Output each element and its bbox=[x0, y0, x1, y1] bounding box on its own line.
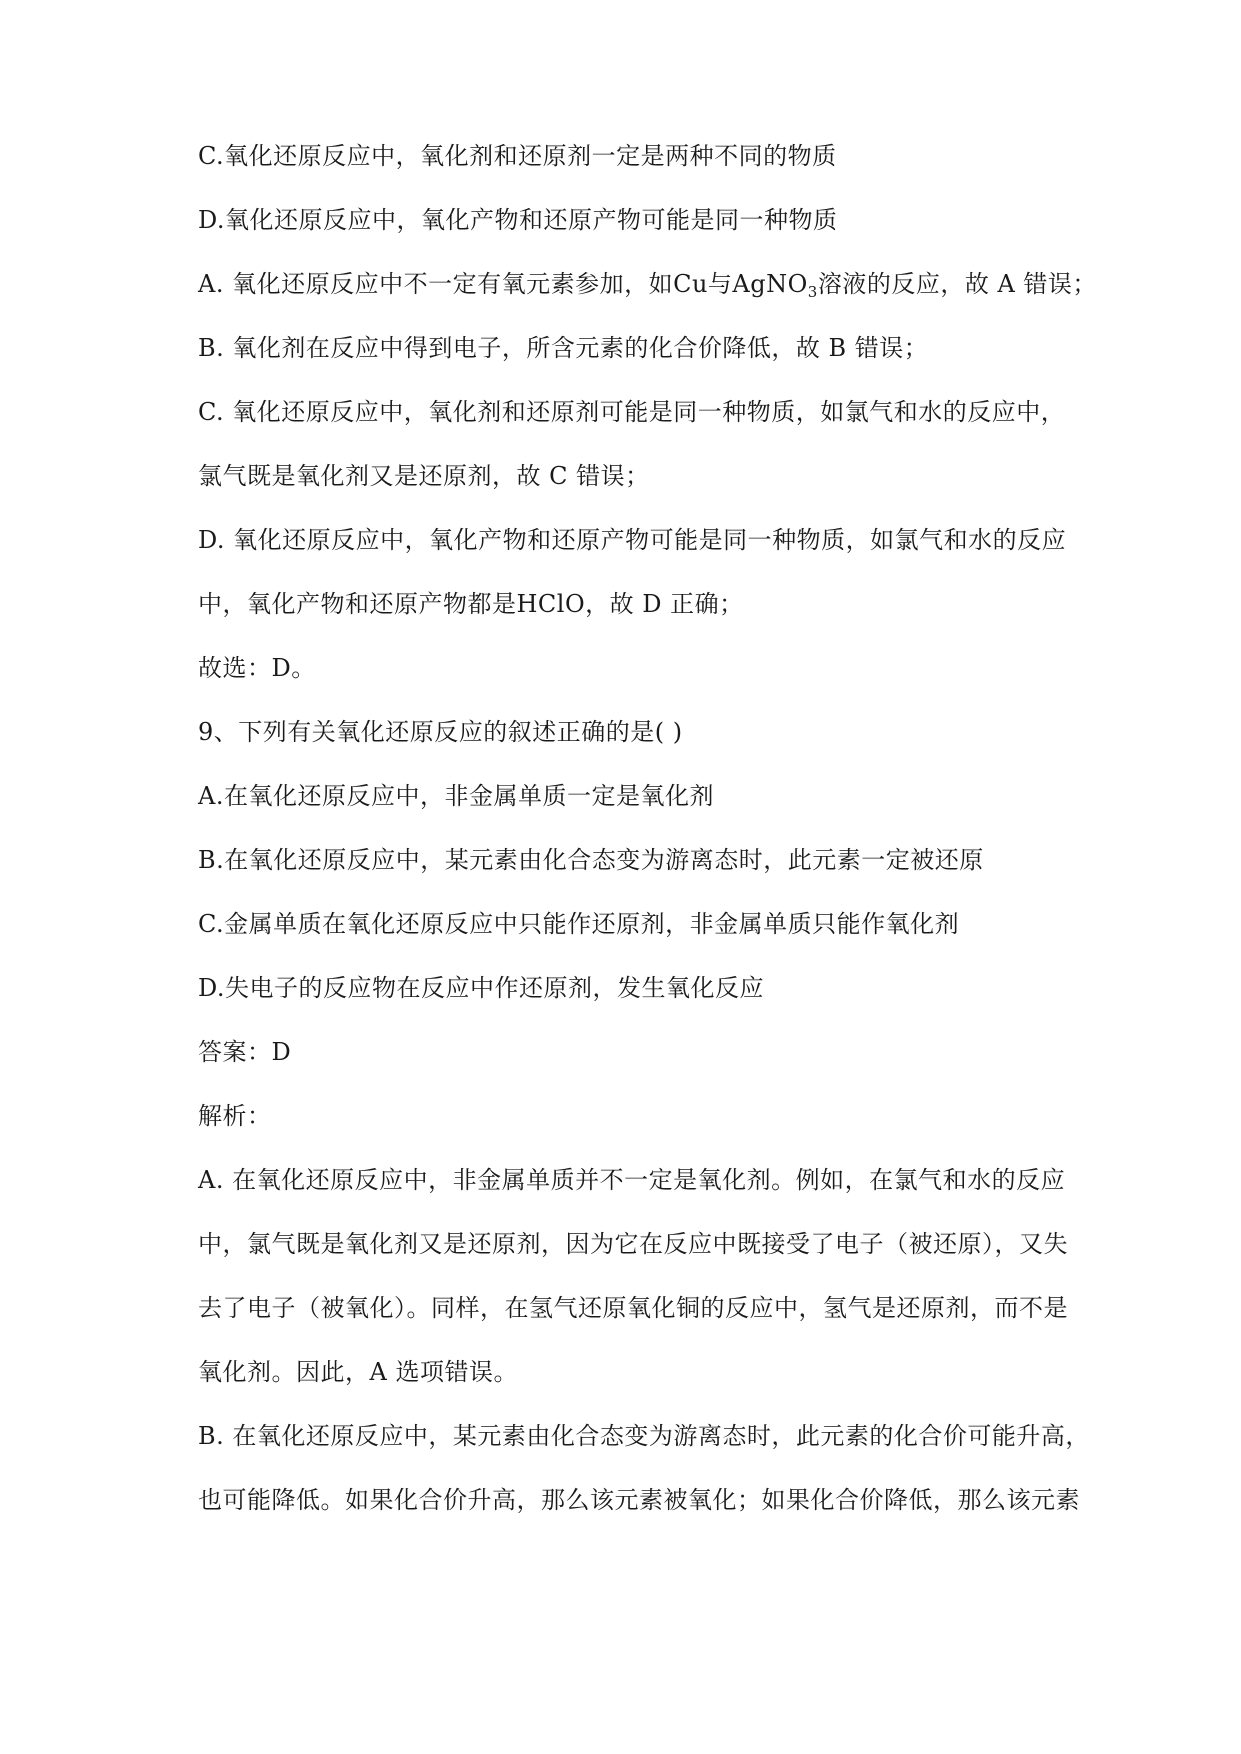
option-a: A.在氧化还原反应中，非金属单质一定是氧化剂 bbox=[198, 782, 714, 810]
text-line: 中，氧化产物和还原产物都是HClO，故 D 正确； bbox=[198, 590, 744, 618]
option-c: C.金属单质在氧化还原反应中只能作还原剂，非金属单质只能作氧化剂 bbox=[198, 910, 960, 938]
text-line: B. 氧化剂在反应中得到电子，所含元素的化合价降低，故 B 错误； bbox=[198, 334, 929, 362]
text-line: C.氧化还原反应中，氧化剂和还原剂一定是两种不同的物质 bbox=[198, 142, 837, 170]
text-line: 也可能降低。如果化合价升高，那么该元素被氧化；如果化合价降低，那么该元素 bbox=[198, 1486, 1080, 1514]
text-line: 氯气既是氧化剂又是还原剂，故 C 错误； bbox=[198, 462, 650, 490]
page-content bbox=[198, 140, 1098, 1548]
text-line: 去了电子（被氧化）。同样，在氢气还原氧化铜的反应中，氢气是还原剂，而不是 bbox=[198, 1294, 1068, 1322]
option-b: B.在氧化还原反应中，某元素由化合态变为游离态时，此元素一定被还原 bbox=[198, 846, 984, 874]
option-d: D.失电子的反应物在反应中作还原剂，发生氧化反应 bbox=[198, 974, 765, 1002]
subscript: 3 bbox=[807, 283, 818, 301]
text-line: D. 氧化还原反应中，氧化产物和还原产物可能是同一种物质，如氯气和水的反应 bbox=[198, 526, 1067, 554]
text-line: 中，氯气既是氧化剂又是还原剂，因为它在反应中既接受了电子（被还原），又失 bbox=[198, 1230, 1068, 1258]
text-line: 氧化剂。因此，A 选项错误。 bbox=[198, 1358, 518, 1386]
text-line: B. 在氧化还原反应中，某元素由化合态变为游离态时，此元素的化合价可能升高， bbox=[198, 1422, 1090, 1450]
text-line-with-formula bbox=[198, 268, 1098, 300]
text-segment: A. 氧化还原反应中不一定有氧元素参加，如Cu与AgNO bbox=[198, 270, 808, 298]
answer-line: 答案：D bbox=[198, 1038, 292, 1066]
question-title: 9、下列有关氧化还原反应的叙述正确的是( ) bbox=[198, 718, 683, 746]
analysis-heading: 解析： bbox=[198, 1102, 272, 1130]
text-line: C. 氧化还原反应中，氧化剂和还原剂可能是同一种物质，如氯气和水的反应中， bbox=[198, 398, 1066, 426]
text-segment: 溶液的反应，故 A 错误； bbox=[817, 270, 1097, 298]
text-line: A. 在氧化还原反应中，非金属单质并不一定是氧化剂。例如，在氯气和水的反应 bbox=[198, 1166, 1066, 1194]
text-line: 故选：D。 bbox=[198, 654, 316, 682]
text-line: D.氧化还原反应中，氧化产物和还原产物可能是同一种物质 bbox=[198, 206, 838, 234]
